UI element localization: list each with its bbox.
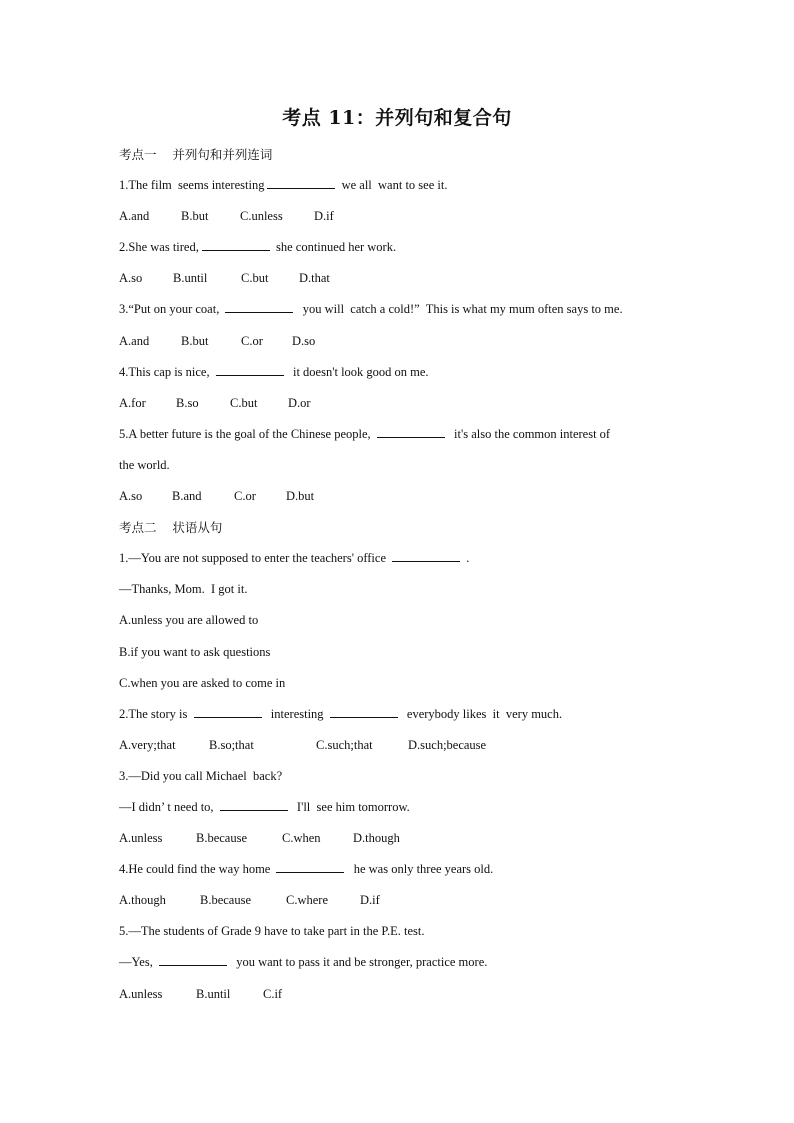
option-d: D.or xyxy=(288,395,311,410)
option-a: A.unless xyxy=(119,831,163,846)
question-1-1 xyxy=(119,170,679,201)
question-text: everybody likes it very much. xyxy=(400,706,563,721)
option-c: C.if xyxy=(263,986,283,1001)
option-d: D.such;because xyxy=(408,737,487,752)
question-2-1 xyxy=(119,543,679,574)
question-text: I'll see him tomorrow. xyxy=(290,799,410,814)
answer-blank xyxy=(392,548,460,562)
option-b: B.if you want to ask questions xyxy=(119,644,271,659)
question-text: —I didn’ t need to, xyxy=(119,799,217,814)
answer-blank xyxy=(194,704,262,718)
reply-2-5 xyxy=(119,947,679,978)
answer-blank xyxy=(220,797,288,811)
options-1-4 xyxy=(119,388,679,419)
option-c: C.unless xyxy=(240,209,283,224)
option-d: D.if xyxy=(360,893,380,908)
options-1-1 xyxy=(119,201,679,232)
question-1-3 xyxy=(119,294,679,325)
option-b: B.but xyxy=(181,209,209,224)
option-a: A.unless you are allowed to xyxy=(119,613,259,628)
answer-blank xyxy=(202,237,270,251)
reply-2-3 xyxy=(119,792,679,823)
options-2-5 xyxy=(119,979,679,1010)
option-c: C.but xyxy=(230,395,258,410)
question-text: —Yes, xyxy=(119,955,156,970)
option-c: C.or xyxy=(241,333,263,348)
option-d: D.but xyxy=(286,489,315,504)
document-body xyxy=(119,139,679,1010)
question-text: . xyxy=(463,551,470,566)
section-heading-2: 考点二 状语从句 xyxy=(119,520,223,536)
question-text: 2.She was tired, xyxy=(119,240,199,255)
option-b: B.so;that xyxy=(209,737,254,752)
answer-blank xyxy=(276,859,344,873)
question-2-4 xyxy=(119,854,679,885)
options-2-4 xyxy=(119,885,679,916)
question-text: 1.The film seems interesting xyxy=(119,178,265,193)
question-1-5 xyxy=(119,419,679,450)
option-c: C.such;that xyxy=(316,737,373,752)
question-1-2 xyxy=(119,232,679,263)
option-a: A.so xyxy=(119,489,143,504)
option-d: D.so xyxy=(292,333,316,348)
option-d: D.that xyxy=(299,271,330,286)
question-2-5: 5.—The students of Grade 9 have to take part in the P.E. test. xyxy=(119,924,425,939)
question-text: it's also the common interest of xyxy=(447,426,611,441)
question-2-3: 3.—Did you call Michael back? xyxy=(119,768,283,783)
answer-blank xyxy=(330,704,398,718)
question-text: 4.This cap is nice, xyxy=(119,364,213,379)
answer-blank xyxy=(267,175,335,189)
question-1-4 xyxy=(119,357,679,388)
option-a: A.and xyxy=(119,333,150,348)
question-text: it doesn't look good on me. xyxy=(286,364,429,379)
option-b: B.so xyxy=(176,395,199,410)
question-text: 4.He could find the way home xyxy=(119,862,274,877)
option-a: A.for xyxy=(119,395,146,410)
answer-blank xyxy=(216,362,284,376)
question-text: 2.The story is xyxy=(119,706,191,721)
option-c: C.but xyxy=(241,271,269,286)
option-b: B.until xyxy=(173,271,208,286)
options-2-3 xyxy=(119,823,679,854)
option-b: B.and xyxy=(172,489,202,504)
answer-blank xyxy=(159,952,227,966)
question-text: we all want to see it. xyxy=(338,178,448,193)
option-b: B.because xyxy=(196,831,248,846)
question-text: interesting xyxy=(264,706,327,721)
answer-blank xyxy=(225,299,293,313)
options-1-3 xyxy=(119,326,679,357)
options-1-2 xyxy=(119,263,679,294)
page-title: 考点 11：并列句和复合句 xyxy=(282,107,512,129)
question-text: you want to pass it and be stronger, practice more. xyxy=(229,955,488,970)
options-1-5 xyxy=(119,481,679,512)
option-a: A.so xyxy=(119,271,143,286)
option-c: C.where xyxy=(286,893,328,908)
option-a: A.very;that xyxy=(119,737,176,752)
question-text: 3.“Put on your coat, xyxy=(119,302,223,317)
question-1-5-continued: the world. xyxy=(119,457,170,472)
option-a: A.and xyxy=(119,209,150,224)
option-b: B.until xyxy=(196,986,231,1001)
options-2-2 xyxy=(119,730,679,761)
option-d: D.though xyxy=(353,831,400,846)
section-heading-1: 考点一 并列句和并列连词 xyxy=(119,147,273,162)
question-2-2 xyxy=(119,699,679,730)
option-b: B.but xyxy=(181,333,209,348)
question-text: she continued her work. xyxy=(272,240,397,255)
option-c: C.when you are asked to come in xyxy=(119,675,286,690)
answer-blank xyxy=(377,424,445,438)
question-text: you will catch a cold!” This is what my mum often says to me. xyxy=(296,302,623,317)
option-a: A.though xyxy=(119,893,166,908)
option-c: C.or xyxy=(234,489,256,504)
reply-2-1: —Thanks, Mom. I got it. xyxy=(119,582,248,597)
option-b: B.because xyxy=(200,893,252,908)
option-d: D.if xyxy=(314,209,334,224)
question-text: he was only three years old. xyxy=(347,862,494,877)
question-text: 1.—You are not supposed to enter the teachers' office xyxy=(119,551,390,566)
question-text: 5.A better future is the goal of the Chinese people, xyxy=(119,426,374,441)
option-a: A.unless xyxy=(119,986,163,1001)
option-c: C.when xyxy=(282,831,321,846)
